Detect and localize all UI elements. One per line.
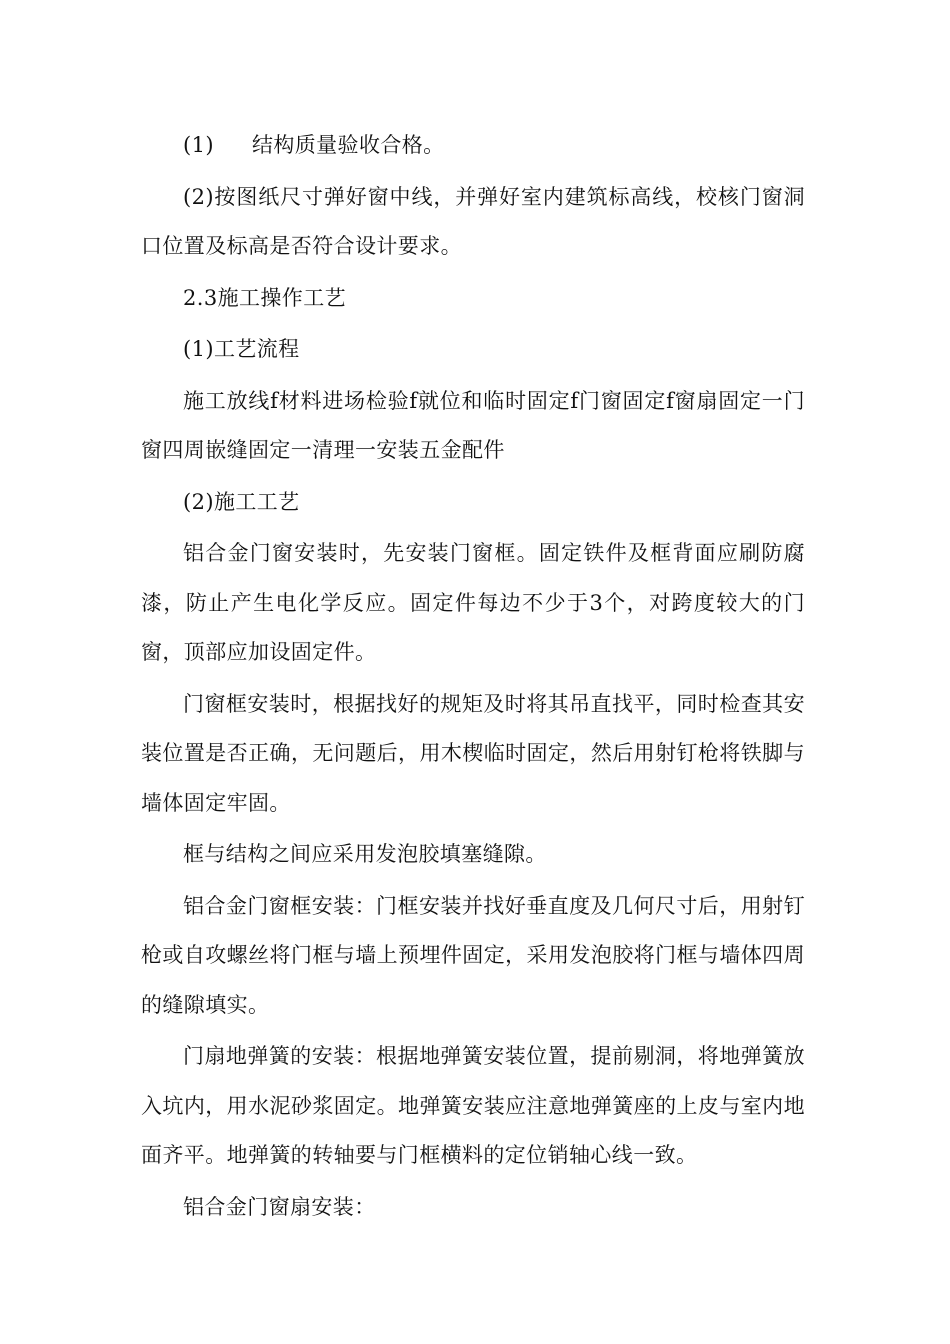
- paragraph-item-1: [141, 121, 805, 171]
- paragraph: 门窗框安装时，根据找好的规矩及时将其吊直找平，同时检查其安装位置是否正确，无问题后，用木楔临时固定，然后用射钉枪将铁脚与墙体固定牢固。: [141, 691, 805, 815]
- item-text: 结构质量验收合格。: [251, 133, 445, 157]
- paragraph: 门扇地弹簧的安装：根据地弹簧安装位置，提前剔洞，将地弹簧放入坑内，用水泥砂浆固定。地弹簧安装应注意地弹簧座的上皮与室内地面齐平。地弹簧的转轴要与门框横料的定位销轴心线一致。: [141, 1044, 805, 1167]
- section-heading: 2.3施工操作工艺: [183, 285, 346, 310]
- paragraph: 施工放线f材料进场检验f就位和临时固定f门窗固定f窗扇固定一门窗四周嵌缝固定一清理一安装五金配件: [141, 388, 805, 462]
- paragraph: 铝合金门窗框安装：门框安装并找好垂直度及几何尺寸后，用射钉枪或自攻螺丝将门框与墙上预埋件固定，采用发泡胶将门框与墙体四周的缝隙填实。: [141, 893, 805, 1017]
- paragraph: (2)按图纸尺寸弹好窗中线，并弹好室内建筑标高线，校核门窗洞口位置及标高是否符合设计要求。: [141, 184, 805, 258]
- paragraph: 铝合金门窗扇安装：: [183, 1194, 376, 1219]
- paragraph: 铝合金门窗安装时，先安装门窗框。固定铁件及框背面应刷防腐漆，防止产生电化学反应。固定件每边不少于3个，对跨度较大的门窗，顶部应加设固定件。: [141, 541, 805, 664]
- body-text: [141, 121, 805, 1234]
- subheading: (2)施工工艺: [183, 489, 300, 514]
- subheading: (1)工艺流程: [183, 337, 300, 361]
- item-number: (1): [183, 133, 214, 157]
- paragraph: 框与结构之间应采用发泡胶填塞缝隙。: [183, 842, 547, 866]
